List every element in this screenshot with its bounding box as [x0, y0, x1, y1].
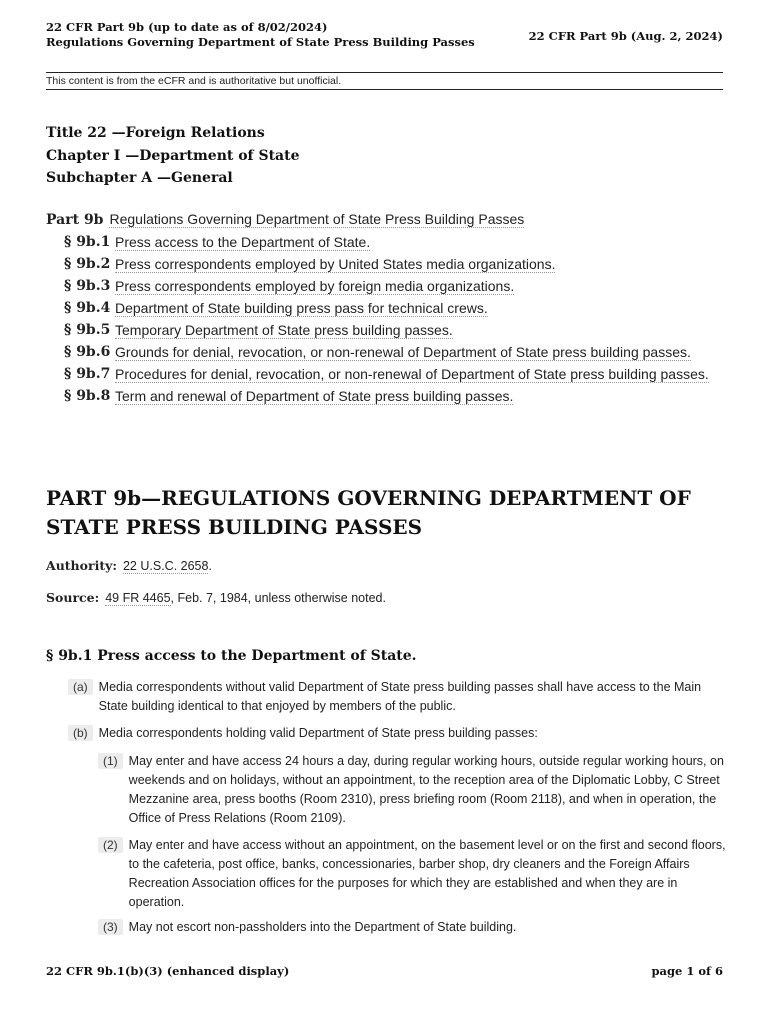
paragraph-text: May not escort non-passholders into the Department of State building.	[128, 920, 517, 934]
toc-section-row	[46, 363, 726, 385]
authority-label: Authority:	[46, 558, 117, 573]
header-left	[46, 20, 475, 50]
page-footer	[46, 964, 723, 978]
part-heading: PART 9b—REGULATIONS GOVERNING DEPARTMENT OF STATE PRESS BUILDING PASSES	[46, 486, 691, 539]
toc-section-row	[46, 231, 726, 253]
hierarchy-chapter: Chapter I —Department of State	[46, 147, 300, 164]
toc-section-link[interactable]: Procedures for denial, revocation, or non-renewal of Department of State press building passes.	[115, 366, 709, 382]
toc-section-number: § 9b.6	[64, 344, 111, 360]
paragraph-b3	[98, 918, 726, 937]
header-citation: 22 CFR Part 9b (up to date as of 8/02/2024)	[46, 20, 328, 34]
toc-section-link[interactable]: Term and renewal of Department of State press building passes.	[115, 388, 514, 404]
paragraph-label[interactable]: (a)	[68, 679, 93, 695]
paragraph-label[interactable]: (2)	[98, 837, 123, 853]
toc-part-number: Part 9b	[46, 212, 104, 228]
toc-part	[46, 208, 726, 231]
paragraph-text: Media correspondents without valid Department of State press building passes shall have access to the Main State building identical to that enjoyed by members of the public.	[98, 680, 702, 713]
toc-section-row	[46, 275, 726, 297]
paragraph-text: May enter and have access without an appointment, on the basement level or on the first and second floors, to the cafeteria, post office, banks, concessionaries, barber shop, dry cleaners and the Foreign Affairs Recreation Association offices for the purposes for which they are established and when they are in operation.	[128, 838, 726, 909]
source-link[interactable]: 49 FR 4465	[105, 591, 171, 605]
toc-section-number: § 9b.2	[64, 256, 111, 272]
paragraph-text: Media correspondents holding valid Department of State press building passes:	[98, 726, 538, 740]
header-date: 22 CFR Part 9b (Aug. 2, 2024)	[528, 29, 723, 43]
toc-section-link[interactable]: Press correspondents employed by United States media organizations.	[115, 256, 556, 272]
paragraph-b	[68, 724, 718, 743]
hierarchy-title: Title 22 —Foreign Relations	[46, 125, 265, 141]
toc-section-number: § 9b.8	[64, 388, 111, 404]
table-of-contents	[46, 208, 726, 407]
toc-section-number: § 9b.4	[64, 300, 111, 316]
toc-part-link[interactable]: Regulations Governing Department of State Press Building Passes	[109, 211, 525, 227]
paragraph-label[interactable]: (3)	[98, 919, 123, 935]
hierarchy-subchapter: Subchapter A —General	[46, 170, 233, 186]
toc-section-number: § 9b.7	[64, 366, 111, 382]
header-part-title: Regulations Governing Department of State Press Building Passes	[46, 35, 475, 49]
toc-section-number: § 9b.5	[64, 322, 111, 338]
authority-suffix: .	[208, 559, 212, 573]
toc-section-link[interactable]: Temporary Department of State press building passes.	[115, 322, 453, 338]
authority-line	[46, 558, 212, 573]
toc-section-number: § 9b.3	[64, 278, 111, 294]
toc-section-link[interactable]: Department of State building press pass for technical crews.	[115, 300, 488, 316]
source-label: Source:	[46, 590, 100, 605]
paragraph-b1	[98, 752, 726, 828]
toc-section-row	[46, 297, 726, 319]
source-suffix: , Feb. 7, 1984, unless otherwise noted.	[170, 591, 386, 605]
toc-section-link[interactable]: Grounds for denial, revocation, or non-renewal of Department of State press building passes.	[115, 344, 691, 360]
toc-section-row	[46, 341, 726, 363]
paragraph-a	[68, 678, 718, 716]
toc-section-link[interactable]: Press correspondents employed by foreign media organizations.	[115, 278, 515, 294]
section-heading: § 9b.1 Press access to the Department of State.	[46, 648, 417, 664]
authority-notice: This content is from the eCFR and is authoritative but unofficial.	[46, 72, 723, 90]
toc-section-row	[46, 385, 726, 407]
paragraph-label[interactable]: (1)	[98, 753, 123, 769]
toc-section-row	[46, 319, 726, 341]
paragraph-b2	[98, 836, 726, 912]
hierarchy	[46, 122, 299, 190]
source-line	[46, 590, 386, 605]
paragraph-label[interactable]: (b)	[68, 725, 93, 741]
toc-section-number: § 9b.1	[64, 234, 111, 250]
toc-section-link[interactable]: Press access to the Department of State.	[115, 234, 371, 250]
page-header	[46, 20, 723, 54]
page-number: page 1 of 6	[651, 964, 723, 978]
authority-link[interactable]: 22 U.S.C. 2658	[122, 559, 209, 573]
footer-citation: 22 CFR 9b.1(b)(3) (enhanced display)	[46, 964, 290, 978]
paragraph-text: May enter and have access 24 hours a day, during regular working hours, outside regular working hours, on weekends and on holidays, without an appointment, to the reception area of the Diplomatic Lobby, C Street Mezzanine area, press booths (Room 2310), press briefing room (Room 2118), and when in operation, the Office of Press Relations (Room 2109).	[128, 754, 724, 825]
toc-section-row	[46, 253, 726, 275]
